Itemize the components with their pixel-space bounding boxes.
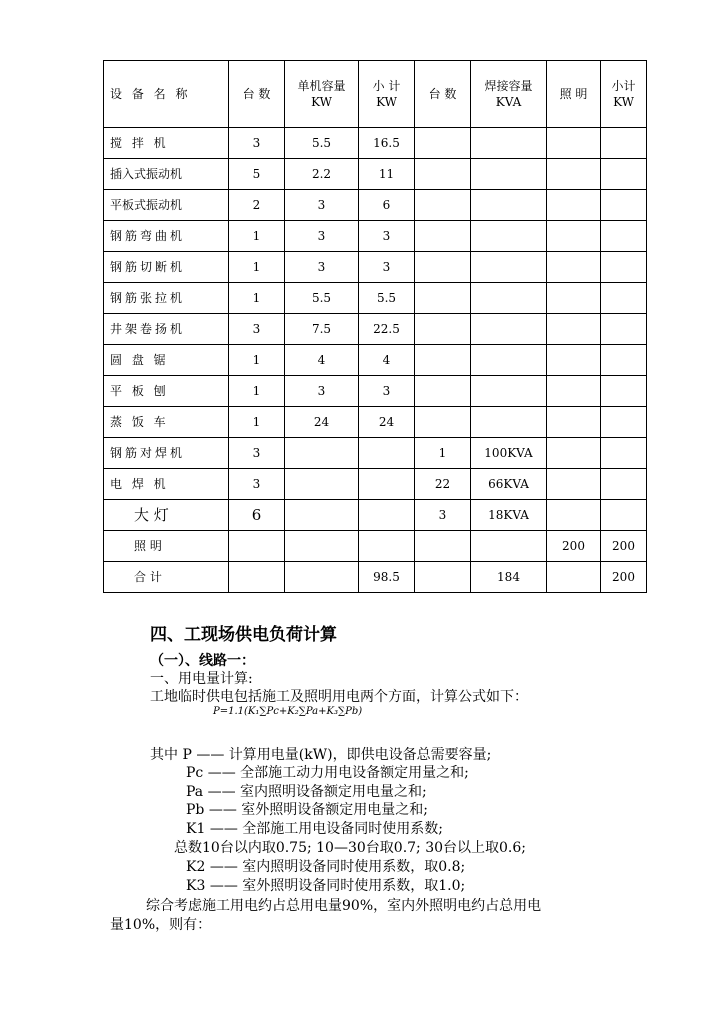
cell-subtotal-2 [601,159,647,190]
cell-weld-count [415,407,471,438]
cell-unit-capacity [285,469,359,500]
header-subtotal [359,61,415,128]
text-line-7: K1 —— 全部施工用电设备同时使用系数; [186,821,443,837]
cell-subtotal-2 [601,376,647,407]
header-weld-count: 台 数 [415,61,471,128]
cell-count: 1 [229,345,285,376]
table-row [104,407,647,438]
cell-lighting [547,128,601,159]
cell-unit-capacity: 3 [285,376,359,407]
cell-count [229,562,285,593]
cell-weld-capacity [471,190,547,221]
text-line-2: 工地临时供电包括施工及照明用电两个方面，计算公式如下： [150,689,528,705]
cell-name: 平板式振动机 [104,190,229,221]
cell-count: 6 [229,500,285,531]
cell-subtotal-2 [601,314,647,345]
cell-subtotal: 6 [359,190,415,221]
header-count: 台 数 [229,61,285,128]
cell-subtotal: 22.5 [359,314,415,345]
cell-weld-capacity [471,221,547,252]
header-weld-capacity-line1: 焊接容量 [484,79,533,93]
cell-subtotal: 11 [359,159,415,190]
cell-name: 大 灯 [104,500,229,531]
cell-unit-capacity [285,500,359,531]
cell-lighting: 200 [547,531,601,562]
header-unit-capacity-line2: KW [311,95,332,109]
cell-weld-capacity: 184 [471,562,547,593]
cell-subtotal: 3 [359,221,415,252]
cell-count: 1 [229,376,285,407]
cell-lighting [547,438,601,469]
table-row [104,283,647,314]
cell-weld-count: 1 [415,438,471,469]
cell-subtotal-2 [601,221,647,252]
table-row [104,500,647,531]
header-weld-capacity [471,61,547,128]
cell-subtotal-2 [601,500,647,531]
cell-weld-capacity [471,345,547,376]
equipment-table [103,60,647,593]
cell-count: 3 [229,314,285,345]
cell-lighting [547,190,601,221]
cell-count: 3 [229,469,285,500]
cell-weld-capacity [471,376,547,407]
cell-unit-capacity: 3 [285,221,359,252]
text-line-6: Pb —— 室外照明设备额定用电量之和; [186,802,428,818]
cell-lighting [547,159,601,190]
cell-name: 钢筋弯曲机 [104,221,229,252]
cell-name: 圆 盘 锯 [104,345,229,376]
cell-unit-capacity: 5.5 [285,128,359,159]
cell-name: 钢筋对焊机 [104,438,229,469]
cell-name: 井架卷扬机 [104,314,229,345]
cell-subtotal: 24 [359,407,415,438]
cell-weld-count [415,190,471,221]
cell-lighting [547,376,601,407]
cell-weld-count: 3 [415,500,471,531]
header-subtotal2-line2: KW [613,95,634,109]
cell-subtotal [359,500,415,531]
cell-count [229,531,285,562]
header-lighting: 照 明 [547,61,601,128]
cell-weld-capacity [471,283,547,314]
cell-unit-capacity [285,438,359,469]
cell-lighting [547,500,601,531]
cell-unit-capacity: 3 [285,252,359,283]
table-row [104,469,647,500]
cell-subtotal-2 [601,128,647,159]
cell-lighting [547,283,601,314]
cell-weld-capacity [471,128,547,159]
header-weld-capacity-line2: KVA [495,95,522,109]
cell-subtotal-2 [601,283,647,314]
cell-name: 插入式振动机 [104,159,229,190]
text-line-4: Pc —— 全部施工动力用电设备额定用量之和; [186,765,469,781]
cell-count: 3 [229,128,285,159]
cell-lighting [547,469,601,500]
cell-weld-capacity: 66KVA [471,469,547,500]
cell-weld-capacity [471,407,547,438]
table-row [104,345,647,376]
cell-subtotal: 3 [359,252,415,283]
table-header-row [104,61,647,128]
cell-weld-capacity [471,531,547,562]
cell-name: 蒸 饭 车 [104,407,229,438]
cell-subtotal: 4 [359,345,415,376]
cell-count: 1 [229,252,285,283]
cell-unit-capacity: 4 [285,345,359,376]
cell-weld-count [415,283,471,314]
cell-lighting [547,314,601,345]
cell-lighting [547,407,601,438]
section-title: 四、工现场供电负荷计算 [150,625,337,645]
cell-subtotal-2 [601,438,647,469]
text-line-12: 量10%，则有： [110,917,212,933]
cell-weld-count [415,314,471,345]
table-row [104,159,647,190]
cell-count: 5 [229,159,285,190]
cell-unit-capacity [285,562,359,593]
cell-subtotal [359,531,415,562]
cell-subtotal: 16.5 [359,128,415,159]
table-row [104,531,647,562]
table-row [104,128,647,159]
text-line-8: 总数10台以内取0.75; 10—30台取0.7; 30台以上取0.6; [174,840,527,856]
header-subtotal-line2: KW [376,95,397,109]
table-row [104,376,647,407]
text-line-1: 一、用电量计算: [150,671,253,687]
text-line-11: 综合考虑施工用电约占总用电量90%，室内外照明电约占总用电 [146,898,542,914]
cell-weld-count [415,252,471,283]
cell-count: 1 [229,221,285,252]
cell-subtotal-2 [601,469,647,500]
subsection-title: （一）、线路一： [150,653,255,669]
cell-weld-count [415,562,471,593]
cell-name: 搅 拌 机 [104,128,229,159]
cell-weld-count: 22 [415,469,471,500]
header-subtotal2-line1: 小计 [611,79,636,93]
cell-weld-count [415,221,471,252]
table-row [104,221,647,252]
header-unit-capacity-line1: 单机容量 [297,79,346,93]
formula: P=1.1(K₁∑Pc+K₂∑Pa+K₃∑Pb) [213,706,363,717]
cell-subtotal-2: 200 [601,531,647,562]
cell-subtotal-2 [601,252,647,283]
header-unit-capacity [285,61,359,128]
cell-subtotal: 3 [359,376,415,407]
text-line-5: Pa —— 室内照明设备额定用电量之和; [186,784,427,800]
cell-name: 钢筋张拉机 [104,283,229,314]
cell-lighting [547,252,601,283]
cell-weld-count [415,345,471,376]
cell-subtotal-2 [601,190,647,221]
cell-lighting [547,345,601,376]
cell-name: 平 板 刨 [104,376,229,407]
cell-lighting [547,562,601,593]
table-row [104,562,647,593]
header-name: 设 备 名 称 [104,61,229,128]
cell-unit-capacity: 2.2 [285,159,359,190]
cell-name: 照 明 [104,531,229,562]
cell-weld-capacity [471,314,547,345]
cell-unit-capacity: 24 [285,407,359,438]
header-subtotal-2 [601,61,647,128]
cell-weld-capacity [471,159,547,190]
text-line-3: 其中 P —— 计算用电量(kW)，即供电设备总需要容量; [150,747,492,763]
header-subtotal-line1: 小 计 [372,79,401,93]
cell-subtotal-2 [601,345,647,376]
cell-unit-capacity: 5.5 [285,283,359,314]
cell-subtotal: 98.5 [359,562,415,593]
cell-subtotal [359,438,415,469]
cell-count: 2 [229,190,285,221]
cell-name: 合 计 [104,562,229,593]
cell-weld-count [415,128,471,159]
cell-subtotal: 5.5 [359,283,415,314]
cell-name: 电 焊 机 [104,469,229,500]
cell-unit-capacity [285,531,359,562]
cell-weld-count [415,376,471,407]
table-row [104,252,647,283]
cell-lighting [547,221,601,252]
table-row [104,190,647,221]
table-row [104,314,647,345]
table-row [104,438,647,469]
cell-subtotal-2 [601,407,647,438]
cell-count: 1 [229,283,285,314]
cell-name: 钢筋切断机 [104,252,229,283]
cell-weld-capacity: 100KVA [471,438,547,469]
cell-weld-count [415,531,471,562]
cell-unit-capacity: 3 [285,190,359,221]
cell-count: 3 [229,438,285,469]
text-line-10: K3 —— 室外照明设备同时使用系数，取1.0; [186,878,466,894]
cell-unit-capacity: 7.5 [285,314,359,345]
cell-weld-capacity [471,252,547,283]
text-line-9: K2 —— 室内照明设备同时使用系数，取0.8; [186,859,466,875]
cell-subtotal-2: 200 [601,562,647,593]
cell-count: 1 [229,407,285,438]
cell-weld-count [415,159,471,190]
cell-subtotal [359,469,415,500]
cell-weld-capacity: 18KVA [471,500,547,531]
